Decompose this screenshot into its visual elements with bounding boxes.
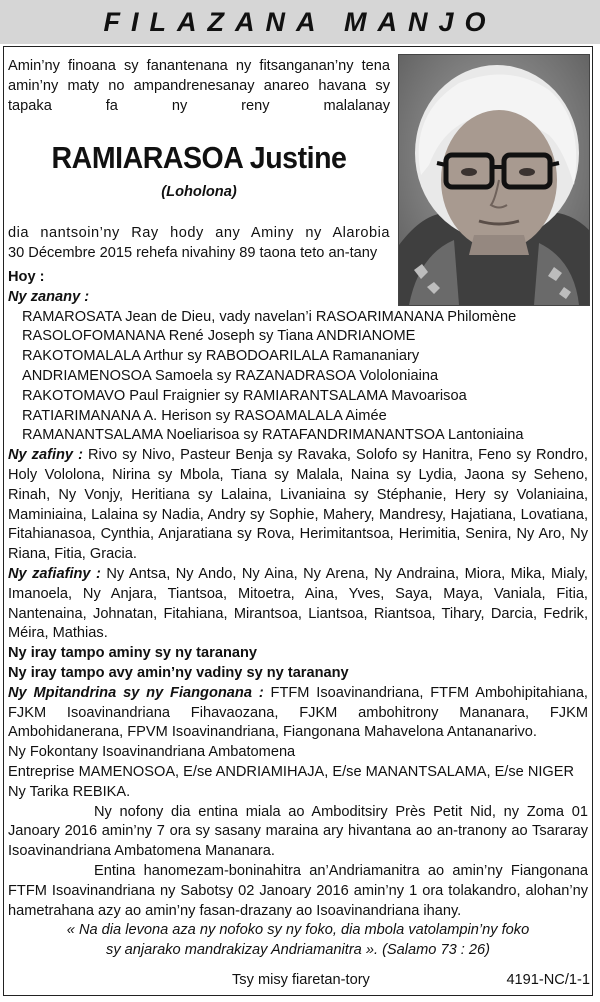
enterprises-line: Entreprise MAMENOSOA, E/se ANDRIAMIHAJA, E/se MANANTSALAMA, E/se NIGER	[8, 763, 575, 780]
great-grandchildren-paragraph	[8, 565, 588, 644]
child-line: RATIARIMANANA A. Herison sy RASOAMALALA Aimée	[22, 407, 387, 424]
great-grandchildren-label: Ny zafiafiny	[8, 565, 91, 582]
death-line-2: 30 Décembre 2015 rehefa nivahiny 89 taona teto an-tany	[8, 244, 378, 261]
grandchildren-names: Rivo sy Nivo, Pasteur Benja sy Ravaka, Solofo sy Hanitra, Feno sy Rondro, Holy Vololona, Nirina sy Mbola, Tiana sy Malala, Naina sy Lydia, Jaona sy Seheno, Rinah, Ny Vonjy, Heritiana sy Lalaina, Livaniaina sy Stéphanie, Hery sy Volaniaina, Maminiaina, Lalaina sy Nadia, Andry sy Sophie, Mahery, Mandresy, Hajatiana, Lovatiana, Fitahianasoa, Cynthia, Anjaratiana sy Rova, Herimitantsoa, Herimitia, Senira, Ny Aro, Ny Riana, Fitia, Gracia.	[8, 447, 588, 563]
fokontany-line: Ny Fokontany Isoavinandriana Ambatomena	[8, 744, 296, 761]
wake-text: Ny nofony dia entina miala ao Amboditsiry Près Petit Nid, ny Zoma 01 Janoary 2016 amin’ny 7 ora sy sasany maraina ary hivantana ao an-tranony ao Tsararay Isoavinandriana Ambatomena Mananara.	[8, 803, 588, 860]
great-grandchildren-names: Ny Antsa, Ny Ando, Ny Aina, Ny Arena, Ny Andraina, Miora, Mika, Mialy, Imanoela, Ny Anjara, Tiantsoa, Mitoetra, Aina, Yves, Saya, Maya, Vaniala, Fitia, Nantenaina, Johnatan, Fitahiana, Mirantsoa, Liantsoa, Riantsoa, Tihary, Darcia, Fedrik, Méira, Mathias.	[8, 565, 588, 642]
reference-code: 4191-NC/1-1	[506, 972, 590, 988]
notice-body	[8, 268, 588, 961]
child-line: RAKOTOMAVO Paul Fraignier sy RAMIARANTSALAMA Mavoarisoa	[22, 387, 467, 404]
notice-title: FILAZANA MANJO	[103, 7, 497, 37]
death-announcement	[8, 224, 390, 264]
church-sep: :	[251, 684, 271, 701]
children-sep: :	[80, 288, 90, 305]
children-label: Ny zanany	[8, 288, 81, 305]
deceased-nickname: (Loholona)	[161, 184, 237, 200]
burial-text: Entina hanomezam-boninahitra an’Andriamanitra ao amin’ny Fiangonana FTFM Isoavinandriana ny Sabotsy 02 Janoary 2016 amin’ny 1 ora tolakandro, alohan’ny hametrahana azy ao amin’ny fasan-drazany ao Isoavinandriana ihany.	[8, 862, 588, 919]
header-banner	[0, 0, 600, 44]
tarika-line: Ny Tarika REBIKA.	[8, 783, 131, 800]
bible-verse-line-2: sy anjarako mandrakizay Andriamanitra ». (Salamo 73 : 26)	[106, 942, 490, 959]
great-grandchildren-sep: :	[90, 565, 107, 582]
siblings-line: Ny iray tampo aminy sy ny taranany	[8, 645, 258, 662]
bible-verse-line-1: « Na dia levona aza ny nofoko sy ny foko, dia mbola vatolampin’ny foko	[66, 922, 530, 939]
intro-text: Amin’ny finoana sy fanantenana ny fitsanganan’ny tena amin’ny maty no ampandrenesanay anareo havana sy tapaka fa ny reny malalanay	[8, 58, 390, 114]
in-law-siblings-line: Ny iray tampo avy amin’ny vadiny sy ny taranany	[8, 664, 349, 681]
child-line: RAMANANTSALAMA Noeliarisoa sy RATAFANDRIMANANTSOA Lantoniaina	[22, 427, 524, 444]
deceased-name: RAMIARASOA Justine	[51, 140, 347, 175]
child-line: RASOLOFOMANANA René Joseph sy Tiana ANDRIANOME	[22, 328, 416, 345]
child-line: RAKOTOMALALA Arthur sy RABODOARILALA Ramananiary	[22, 348, 420, 365]
wake-paragraph	[8, 803, 588, 862]
hoy-line: Hoy :	[8, 269, 45, 285]
church-label: Ny Mpitandrina sy ny Fiangonana	[8, 684, 252, 701]
child-line: ANDRIAMENOSOA Samoela sy RAZANADRASOA Vololoniaina	[22, 367, 439, 384]
wake-notice: Tsy misy fiaretan-tory	[232, 972, 370, 988]
child-line: RAMAROSATA Jean de Dieu, vady navelan’i RASOARIMANANA Philomène	[22, 308, 517, 325]
children-heading	[8, 288, 588, 308]
grandchildren-label: Ny zafiny	[8, 447, 74, 464]
grandchildren-sep: :	[73, 447, 88, 464]
church-names: FTFM Isoavinandriana, FTFM Ambohipitahiana, FJKM Isoavinandriana Fihavaozana, FJKM ambohitrony Mananara, FJKM Ambohidanerana, FPVM Isoavinandriana, Fiangonana Mahavelona Antananarivo.	[8, 684, 588, 741]
church-paragraph	[8, 684, 588, 743]
grandchildren-paragraph	[8, 446, 588, 565]
death-line-1: dia nantsoin’ny Ray hody any Aminy ny Alarobia	[8, 225, 390, 241]
burial-paragraph	[8, 862, 588, 921]
